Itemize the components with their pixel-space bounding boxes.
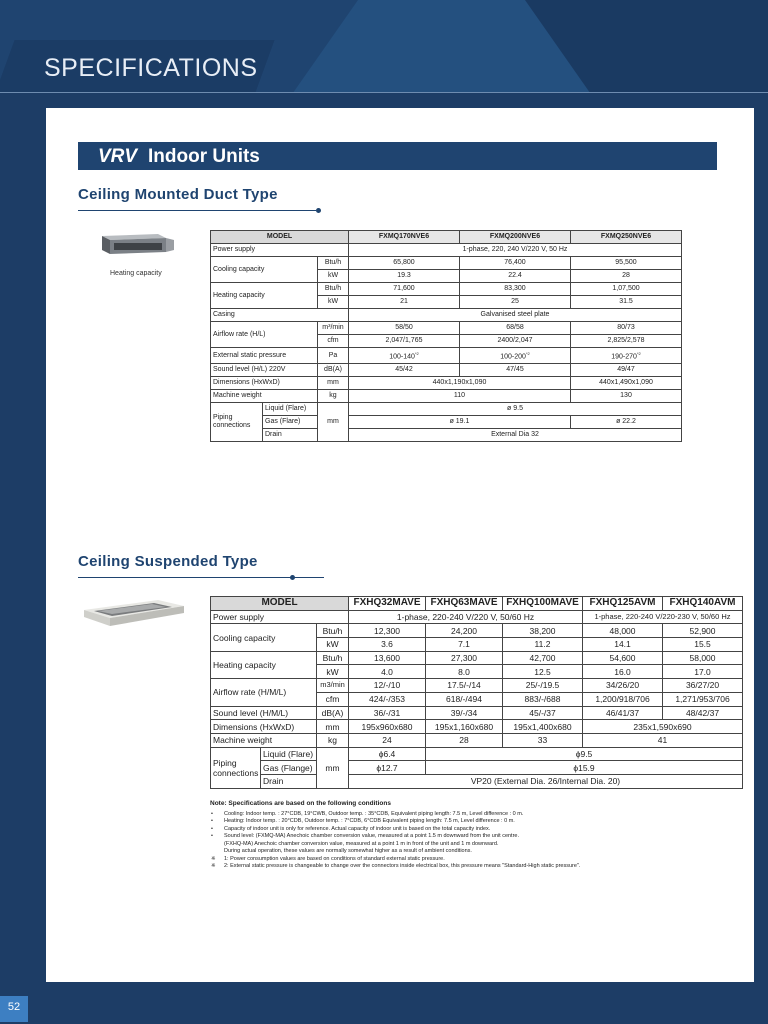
sub-label: Drain bbox=[263, 429, 318, 442]
cell-value: 14.1 bbox=[583, 638, 663, 652]
cell-value: 12.5 bbox=[503, 665, 583, 679]
unit-label: m3/min bbox=[317, 679, 349, 693]
unit-label: dB(A) bbox=[317, 706, 349, 720]
row-label: Cooling capacity bbox=[211, 257, 318, 283]
table-row bbox=[211, 416, 682, 429]
cell-value: 17.0 bbox=[663, 665, 743, 679]
cell-value: ϕ9.5 bbox=[426, 747, 743, 761]
model-header: MODEL bbox=[211, 597, 349, 611]
model-header: MODEL bbox=[211, 231, 349, 244]
cell-value: 58/50 bbox=[349, 322, 460, 335]
cell-value: 12/-/10 bbox=[349, 679, 426, 693]
cell-value: 31.5 bbox=[571, 296, 682, 309]
suspended-heading: Ceiling Suspended Type bbox=[78, 553, 258, 570]
note-item bbox=[210, 841, 740, 849]
suspended-spec-table bbox=[210, 596, 743, 789]
cell-value: 28 bbox=[571, 270, 682, 283]
table-row bbox=[211, 429, 682, 442]
note-text: During actual operation, these values are normally somewhat higher as a result of ambient conditions. bbox=[224, 848, 472, 854]
cell-value: 440x1,490x1,090 bbox=[571, 377, 682, 390]
row-label: Power supply bbox=[211, 610, 349, 624]
cell-value: 45/42 bbox=[349, 364, 460, 377]
note-text: Heating: Indoor temp. : 20°CDB, Outdoor temp. : 7°CDB, 6°CDB Equivalent piping length: 7.5 m, Level difference : 0 m. bbox=[224, 818, 515, 824]
cell-value: ø 9.5 bbox=[349, 403, 682, 416]
note-bullet: • bbox=[211, 825, 213, 832]
cell-value: ϕ6.4 bbox=[349, 747, 426, 761]
cell-value: 80/73 bbox=[571, 322, 682, 335]
cell-value: 2,047/1,765 bbox=[349, 335, 460, 348]
suspended-heading-dot bbox=[290, 575, 295, 580]
cell-value: 235x1,590x690 bbox=[583, 720, 743, 734]
row-label: Heating capacity bbox=[211, 651, 317, 678]
note-item bbox=[210, 811, 740, 819]
unit-label: dB(A) bbox=[318, 364, 349, 377]
model-name: FXHQ32MAVE bbox=[349, 597, 426, 611]
piping-label-line1: Piping bbox=[213, 414, 233, 422]
duct-image-caption: Heating capacity bbox=[110, 270, 162, 277]
footnote-mark: *2 bbox=[525, 351, 530, 356]
sub-label: Liquid (Flare) bbox=[261, 747, 317, 761]
note-bullet: • bbox=[211, 818, 213, 824]
unit-label: kg bbox=[317, 733, 349, 747]
cell-value: Galvanised steel plate bbox=[349, 309, 682, 322]
cell-value: 110 bbox=[349, 390, 571, 403]
piping-label-line1: Piping bbox=[213, 757, 237, 768]
table-row bbox=[211, 761, 743, 775]
cell-value: 195x1,400x680 bbox=[503, 720, 583, 734]
duct-heading-rule bbox=[78, 210, 316, 211]
cell-value bbox=[460, 348, 571, 364]
cell-value: 11.2 bbox=[503, 638, 583, 652]
unit-label: kW bbox=[317, 638, 349, 652]
row-label: Power supply bbox=[211, 244, 349, 257]
model-name: FXMQ170NVE6 bbox=[349, 231, 460, 244]
unit-label: Btu/h bbox=[317, 624, 349, 638]
cell-value: 21 bbox=[349, 296, 460, 309]
row-label: Heating capacity bbox=[211, 283, 318, 309]
cell-value: 3.6 bbox=[349, 638, 426, 652]
note-text: (FXHQ-MA) Anechoic chamber conversion value, measured at a point 1 m in front of the unit and 1 m downward. bbox=[224, 840, 499, 847]
row-label: Sound level (H/L) 220V bbox=[211, 364, 318, 377]
cell-value: 38,200 bbox=[503, 624, 583, 638]
section-banner bbox=[78, 142, 717, 170]
note-item bbox=[210, 848, 740, 856]
cell-value: 36/27/20 bbox=[663, 679, 743, 693]
cell-value: 19.3 bbox=[349, 270, 460, 283]
header-divider bbox=[0, 92, 768, 93]
cell-value: 883/-/688 bbox=[503, 692, 583, 706]
piping-label-line2: connections bbox=[213, 767, 259, 778]
cell-value: VP20 (External Dia. 26/Internal Dia. 20) bbox=[349, 774, 743, 788]
unit-label: Pa bbox=[318, 348, 349, 364]
table-row bbox=[211, 257, 682, 270]
cell-value: 41 bbox=[583, 733, 743, 747]
cell-value: ø 19.1 bbox=[349, 416, 571, 429]
cell-value: 195x960x680 bbox=[349, 720, 426, 734]
table-row bbox=[211, 733, 743, 747]
suspended-unit-image bbox=[80, 596, 186, 632]
cell-value: 2,825/2,578 bbox=[571, 335, 682, 348]
duct-unit-image bbox=[96, 228, 176, 256]
sub-label: Gas (Flare) bbox=[263, 416, 318, 429]
unit-label: m³/min bbox=[318, 322, 349, 335]
note-item bbox=[210, 826, 740, 834]
row-label: Airflow rate (H/L) bbox=[211, 322, 318, 348]
esp-value: 190-270 bbox=[611, 353, 637, 361]
row-label: Machine weight bbox=[211, 733, 317, 747]
footnote-mark: *2 bbox=[636, 351, 641, 356]
row-label bbox=[211, 403, 263, 442]
cell-value: 1-phase, 220, 240 V/220 V, 50 Hz bbox=[349, 244, 682, 257]
cell-value: 76,400 bbox=[460, 257, 571, 270]
cell-value: 39/-/34 bbox=[426, 706, 503, 720]
note-text: Capacity of indoor unit is only for reference. Actual capacity of indoor unit is based on the total capacity index. bbox=[224, 825, 491, 832]
row-label: Cooling capacity bbox=[211, 624, 317, 651]
cell-value bbox=[571, 348, 682, 364]
cell-value: 13,600 bbox=[349, 651, 426, 665]
page-number-badge: 52 bbox=[0, 996, 28, 1022]
piping-label-line2: connections bbox=[213, 422, 251, 430]
page-title: SPECIFICATIONS bbox=[44, 54, 258, 82]
cell-value: 130 bbox=[571, 390, 682, 403]
unit-label: cfm bbox=[317, 692, 349, 706]
cell-value: 27,300 bbox=[426, 651, 503, 665]
table-row bbox=[211, 283, 682, 296]
note-item bbox=[210, 833, 740, 841]
model-name: FXMQ200NVE6 bbox=[460, 231, 571, 244]
row-label: Sound level (H/M/L) bbox=[211, 706, 317, 720]
cell-value: 25/-/19.5 bbox=[503, 679, 583, 693]
cell-value: 54,600 bbox=[583, 651, 663, 665]
model-name: FXHQ140AVM bbox=[663, 597, 743, 611]
note-bullet: ※ bbox=[211, 855, 216, 862]
cell-value: 45/-/37 bbox=[503, 706, 583, 720]
row-label bbox=[211, 747, 261, 788]
duct-heading-dot bbox=[316, 208, 321, 213]
cell-value: 1-phase, 220-240 V/220-230 V, 50/60 Hz bbox=[583, 610, 743, 624]
duct-heading: Ceiling Mounted Duct Type bbox=[78, 186, 278, 203]
unit-label: Btu/h bbox=[317, 651, 349, 665]
unit-label: kg bbox=[318, 390, 349, 403]
model-name: FXHQ125AVM bbox=[583, 597, 663, 611]
table-row bbox=[211, 377, 682, 390]
cell-value: 68/58 bbox=[460, 322, 571, 335]
esp-value: 100-140 bbox=[389, 353, 415, 361]
cell-value: 48,000 bbox=[583, 624, 663, 638]
table-row bbox=[211, 403, 682, 416]
cell-value: 17.5/-/14 bbox=[426, 679, 503, 693]
cell-value: 15.5 bbox=[663, 638, 743, 652]
cell-value: 618/-/494 bbox=[426, 692, 503, 706]
note-text: Sound level: (FXMQ-MA) Anechoic chamber conversion value, measured at a point 1.5 m downward from the unit centre. bbox=[224, 833, 520, 839]
note-item bbox=[210, 818, 740, 826]
sub-label: Liquid (Flare) bbox=[263, 403, 318, 416]
note-text: 2: External static pressure is changeable to change over the connectors inside electrical box, this pressure means "Standard-High static pressure". bbox=[224, 863, 581, 869]
cell-value: 4.0 bbox=[349, 665, 426, 679]
note-text: Cooling: Indoor temp. : 27°CDB, 19°CWB, Outdoor temp. : 35°CDB, Equivalent piping length: 7.5 m, Level difference : 0 m. bbox=[224, 810, 524, 817]
note-bullet: • bbox=[211, 810, 213, 817]
cell-value: 34/26/20 bbox=[583, 679, 663, 693]
unit-label: mm bbox=[318, 403, 349, 442]
cell-value: 24,200 bbox=[426, 624, 503, 638]
table-row bbox=[211, 747, 743, 761]
cell-value: 33 bbox=[503, 733, 583, 747]
note-bullet: ※ bbox=[211, 863, 216, 869]
cell-value: 1,07,500 bbox=[571, 283, 682, 296]
cell-value: 1,271/953/706 bbox=[663, 692, 743, 706]
table-row bbox=[211, 231, 682, 244]
table-row bbox=[211, 390, 682, 403]
table-row bbox=[211, 679, 743, 693]
cell-value: 8.0 bbox=[426, 665, 503, 679]
cell-value: 95,500 bbox=[571, 257, 682, 270]
table-row bbox=[211, 309, 682, 322]
cell-value: 1,200/918/706 bbox=[583, 692, 663, 706]
cell-value: External Dia 32 bbox=[349, 429, 682, 442]
sub-label: Drain bbox=[261, 774, 317, 788]
unit-label: cfm bbox=[318, 335, 349, 348]
row-label: External static pressure bbox=[211, 348, 318, 364]
cell-value: 7.1 bbox=[426, 638, 503, 652]
table-row bbox=[211, 720, 743, 734]
footnote-mark: *2 bbox=[414, 351, 419, 356]
cell-value: 2400/2,047 bbox=[460, 335, 571, 348]
unit-label: kW bbox=[317, 665, 349, 679]
cell-value: 16.0 bbox=[583, 665, 663, 679]
cell-value: 25 bbox=[460, 296, 571, 309]
cell-value: 58,000 bbox=[663, 651, 743, 665]
cell-value bbox=[349, 348, 460, 364]
row-label: Machine weight bbox=[211, 390, 318, 403]
cell-value: 28 bbox=[426, 733, 503, 747]
cell-value: 12,300 bbox=[349, 624, 426, 638]
cell-value: 1-phase, 220-240 V/220 V, 50/60 Hz bbox=[349, 610, 583, 624]
cell-value: 440x1,190x1,090 bbox=[349, 377, 571, 390]
table-row bbox=[211, 624, 743, 638]
cell-value: ϕ15.9 bbox=[426, 761, 743, 775]
cell-value: ϕ12.7 bbox=[349, 761, 426, 775]
unit-label: kW bbox=[318, 296, 349, 309]
note-item bbox=[210, 863, 740, 871]
sub-label: Gas (Flange) bbox=[261, 761, 317, 775]
cell-value: 36/-/31 bbox=[349, 706, 426, 720]
table-row bbox=[211, 364, 682, 377]
table-row bbox=[211, 610, 743, 624]
cell-value: 46/41/37 bbox=[583, 706, 663, 720]
duct-spec-table bbox=[210, 230, 682, 442]
suspended-heading-rule bbox=[78, 577, 324, 578]
cell-value: 42,700 bbox=[503, 651, 583, 665]
model-name: FXHQ100MAVE bbox=[503, 597, 583, 611]
unit-label: kW bbox=[318, 270, 349, 283]
table-row bbox=[211, 706, 743, 720]
table-row bbox=[211, 651, 743, 665]
unit-label: Btu/h bbox=[318, 257, 349, 270]
cell-value: 52,900 bbox=[663, 624, 743, 638]
row-label: Dimensions (HxWxD) bbox=[211, 720, 317, 734]
unit-label: mm bbox=[317, 720, 349, 734]
esp-value: 100-200 bbox=[500, 353, 526, 361]
table-row bbox=[211, 774, 743, 788]
row-label: Dimensions (HxWxD) bbox=[211, 377, 318, 390]
cell-value: 48/42/37 bbox=[663, 706, 743, 720]
spec-notes bbox=[210, 800, 740, 871]
unit-label: mm bbox=[317, 747, 349, 788]
row-label: Casing bbox=[211, 309, 349, 322]
banner-brand: VRV bbox=[98, 146, 138, 167]
note-bullet: • bbox=[211, 833, 213, 839]
model-name: FXMQ250NVE6 bbox=[571, 231, 682, 244]
table-row bbox=[211, 348, 682, 364]
model-name: FXHQ63MAVE bbox=[426, 597, 503, 611]
cell-value: 47/45 bbox=[460, 364, 571, 377]
notes-title: Note: Specifications are based on the following conditions bbox=[210, 800, 391, 807]
note-item bbox=[210, 856, 740, 864]
cell-value: 424/-/353 bbox=[349, 692, 426, 706]
table-row bbox=[211, 244, 682, 257]
cell-value: 24 bbox=[349, 733, 426, 747]
cell-value: 49/47 bbox=[571, 364, 682, 377]
cell-value: 195x1,160x680 bbox=[426, 720, 503, 734]
cell-value: ø 22.2 bbox=[571, 416, 682, 429]
content-sheet bbox=[46, 108, 754, 982]
cell-value: 83,300 bbox=[460, 283, 571, 296]
table-row bbox=[211, 322, 682, 335]
cell-value: 22.4 bbox=[460, 270, 571, 283]
row-label: Airflow rate (H/M/L) bbox=[211, 679, 317, 706]
table-row bbox=[211, 597, 743, 611]
cell-value: 71,600 bbox=[349, 283, 460, 296]
unit-label: mm bbox=[318, 377, 349, 390]
unit-label: Btu/h bbox=[318, 283, 349, 296]
cell-value: 65,800 bbox=[349, 257, 460, 270]
banner-title: Indoor Units bbox=[148, 146, 260, 167]
note-text: 1: Power consumption values are based on conditions of standard external static pressure. bbox=[224, 855, 445, 862]
